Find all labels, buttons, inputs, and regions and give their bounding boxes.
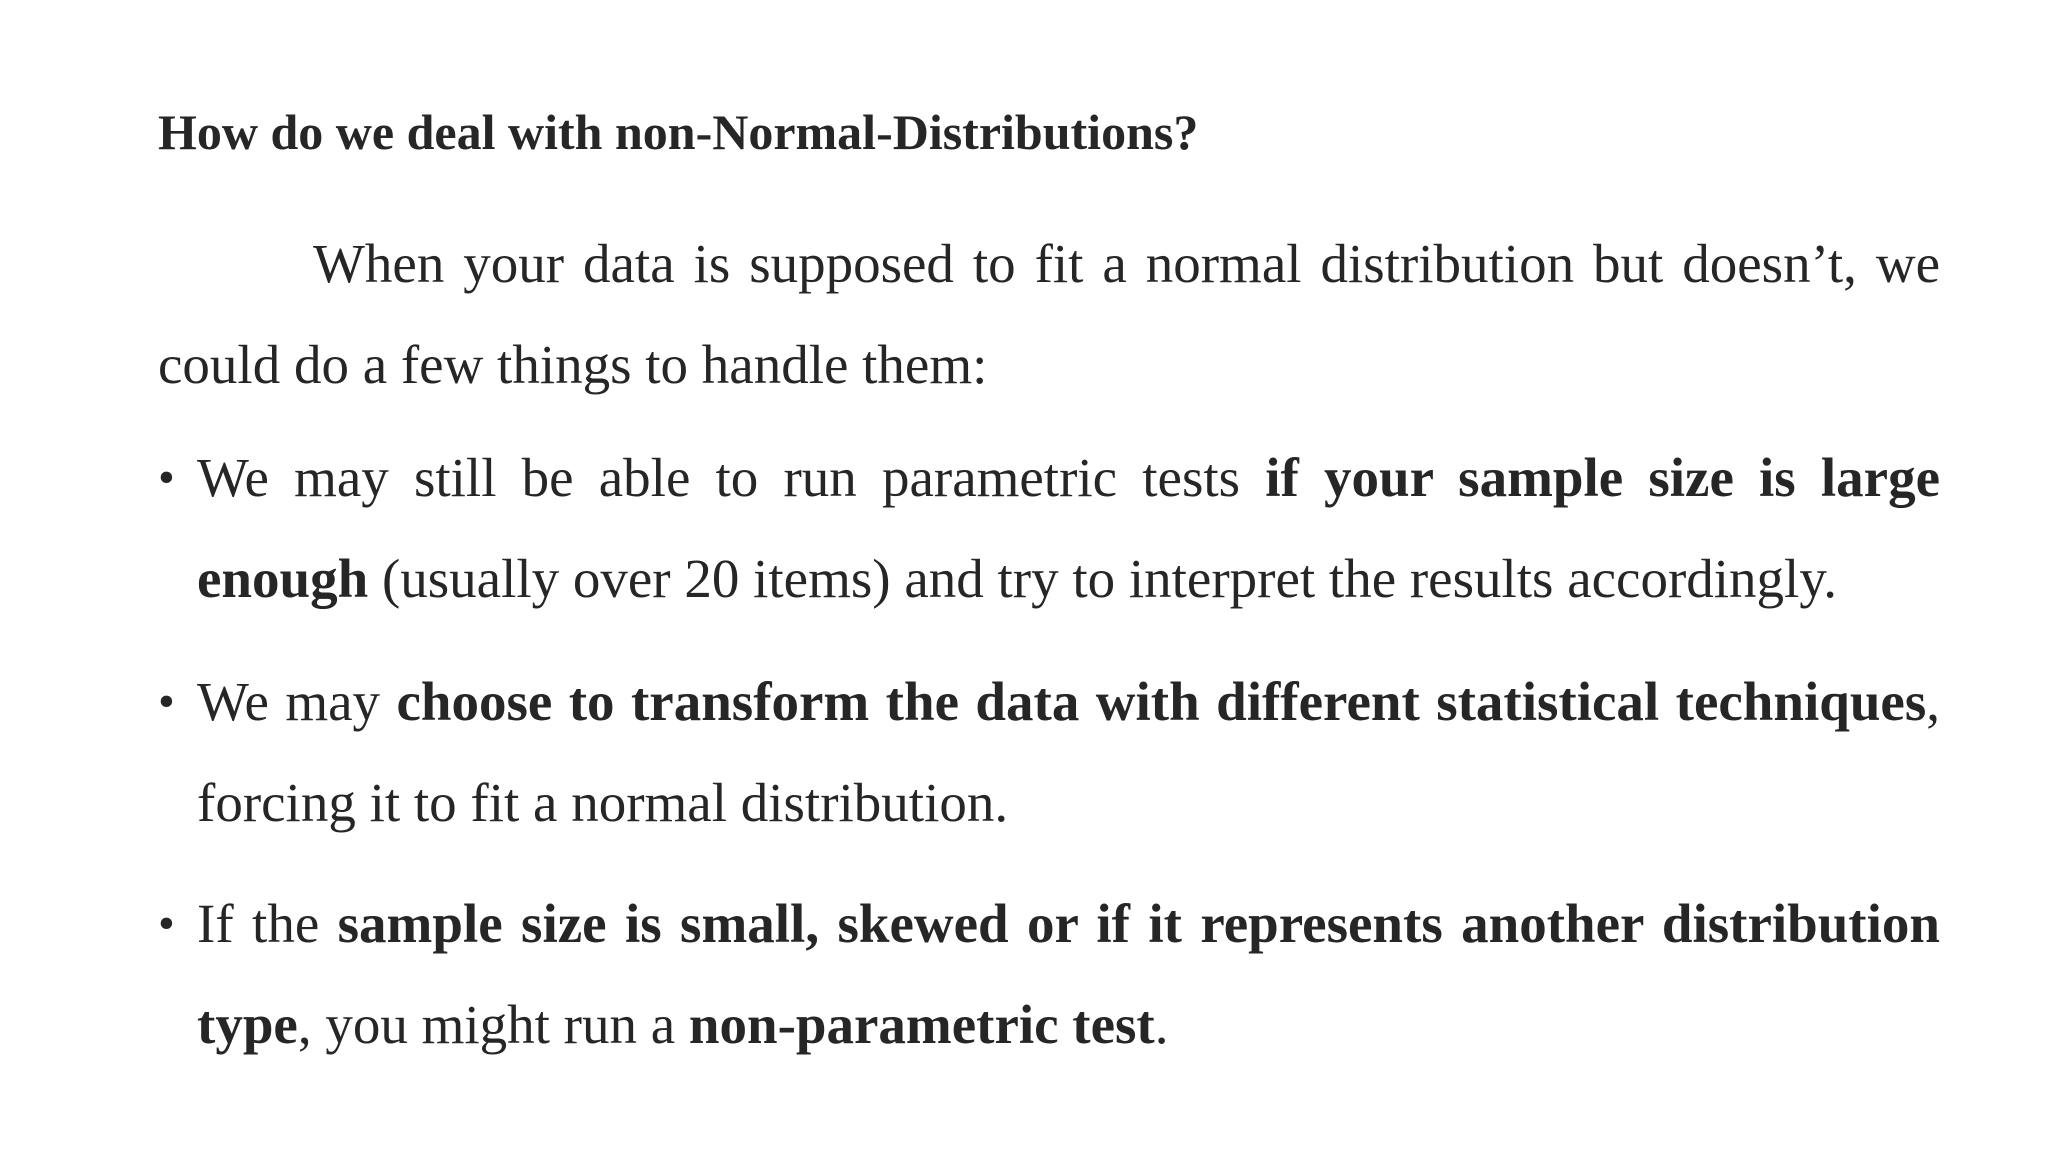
bullet-plain-text: We may still be able to run parametric tests <box>197 447 1266 508</box>
bullet-icon: • <box>158 897 175 950</box>
bullet-icon: • <box>158 675 175 728</box>
section-heading: How do we deal with non-Normal-Distributions? <box>158 104 1199 160</box>
bullet-icon: • <box>158 451 175 504</box>
bullet-item-non-parametric <box>158 873 1940 1075</box>
bullet-text <box>197 427 1940 629</box>
bullet-plain-text: (usually over 20 items) and try to interpret the results accordingly. <box>368 548 1837 609</box>
intro-paragraph: When your data is supposed to fit a normal distribution but doesn’t, we could do a few things to handle them: <box>158 233 1940 395</box>
bullet-bold-text: sample size is small, skewed or if it represents another distribution type <box>197 893 1940 1055</box>
document-page <box>158 0 1940 1152</box>
bullet-bold-text: non-parametric test <box>688 994 1155 1055</box>
bullet-bold-text: if your sample size is large enough <box>197 447 1940 609</box>
bullet-bold-text: choose to transform the data with different statistical techniques <box>396 671 1927 732</box>
bullet-plain-text: , you might run a <box>297 994 689 1055</box>
bullet-plain-text: , forcing it to fit a normal distribution. <box>197 671 1940 833</box>
bullet-item-large-sample <box>158 427 1940 629</box>
bullet-item-transform-data <box>158 651 1940 853</box>
bullet-text <box>197 651 1940 853</box>
bullet-text <box>197 873 1940 1075</box>
bullet-plain-text: We may <box>197 671 397 732</box>
bullet-plain-text: If the <box>197 893 338 954</box>
bullet-plain-text: . <box>1154 994 1169 1055</box>
